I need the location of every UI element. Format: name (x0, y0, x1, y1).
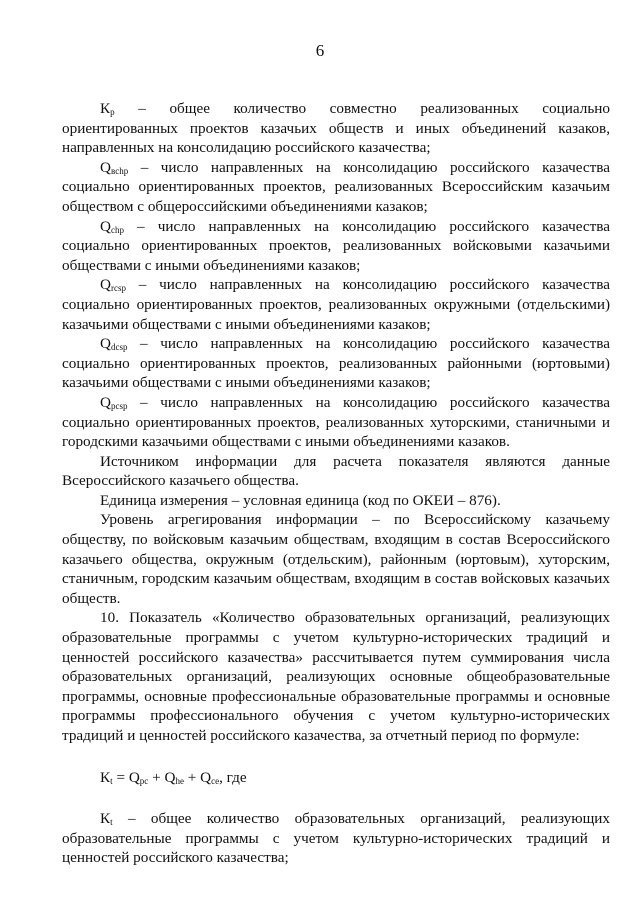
definition-qdcsp: $Q_{dcsp}$ – число направленных на консолидацию российского казачества социально ориентированных проектов, реализованных районными (юртовыми) казачьими обществами с иными объединениями казаков; (62, 335, 610, 392)
aggregation-paragraph: Уровень агрегирования информации – по Всероссийскому казачьему обществу, по войсковым казачьим обществам, входящим в состав Всероссийского казачьего общества, окружным (отдельским), районным (юртовым), хуторским, станичным, городским казачьим обществам, входящим в состав войсковых казачьих обществ. (62, 511, 610, 607)
page-number: 6 (315, 41, 325, 60)
definition-qvchp: $Q_{вchp}$ – число направленных на консолидацию российского казачества социально ориентированных проектов, реализованных Всероссийским казачьим обществом с общероссийскими объединениями казаков; (62, 158, 610, 215)
symbol: $К_р$ (100, 100, 115, 117)
definition-qpcsp: $Q_{pcsp}$ – число направленных на консолидацию российского казачества социально ориентированных проектов, реализованных хуторскими, станичными и городскими казачьими обществами с иными объединениями казаков. (62, 393, 610, 451)
definition-kt: $К_t$ – общее количество образовательных организаций, реализующих образовательные программы с учетом культурно-исторических традиций и ценностей российского казачества; (62, 810, 610, 867)
document-body (62, 99, 610, 868)
definition-kp: $К_р$ – общее количество совместно реализованных социально ориентированных проектов казачьих обществ и иных объединений казаков, направленных на консолидацию российского казачества; (62, 100, 610, 157)
unit-paragraph: Единица измерения – условная единица (код по ОКЕИ – 876). (100, 491, 501, 509)
definition-qchp: $Q_{chp}$ – число направленных на консолидацию российского казачества социально ориентированных проектов, реализованных войсковыми казачьими обществами с иными объединениями казаков; (62, 217, 610, 274)
symbol: $Q_{вchp}$ (100, 158, 129, 176)
symbol: $Q_{rcsp}$ (100, 276, 126, 294)
item-10-paragraph: 10. Показатель «Количество образовательных организаций, реализующих образовательные программы с учетом культурно-исторических традиций и ценностей российского казачества» рассчитывается путем суммирования числа образовательных организаций, реализующих основные общеобразовательные программы, основные профессиональные образовательные программы и основные программы профессионального обучения с учетом культурно-исторических традиций и ценностей российского казачества, за отчетный период по формуле: (62, 609, 610, 744)
formula: $К_t = Q_{pc} + Q_{he} + Q_{ce}$, где (100, 768, 247, 786)
symbol: $К_t$ (100, 810, 113, 828)
symbol: $Q_{dcsp}$ (100, 335, 128, 353)
info-source-paragraph: Источником информации для расчета показателя являются данные Всероссийского казачьего общества. (62, 452, 610, 490)
symbol: $Q_{pcsp}$ (100, 393, 128, 411)
symbol: $Q_{chp}$ (100, 217, 124, 235)
definition-qrcsp: $Q_{rcsp}$ – число направленных на консолидацию российского казачества социально ориентированных проектов, реализованных окружными (отдельскими) казачьими обществами с иными объединениями казаков; (62, 276, 610, 333)
